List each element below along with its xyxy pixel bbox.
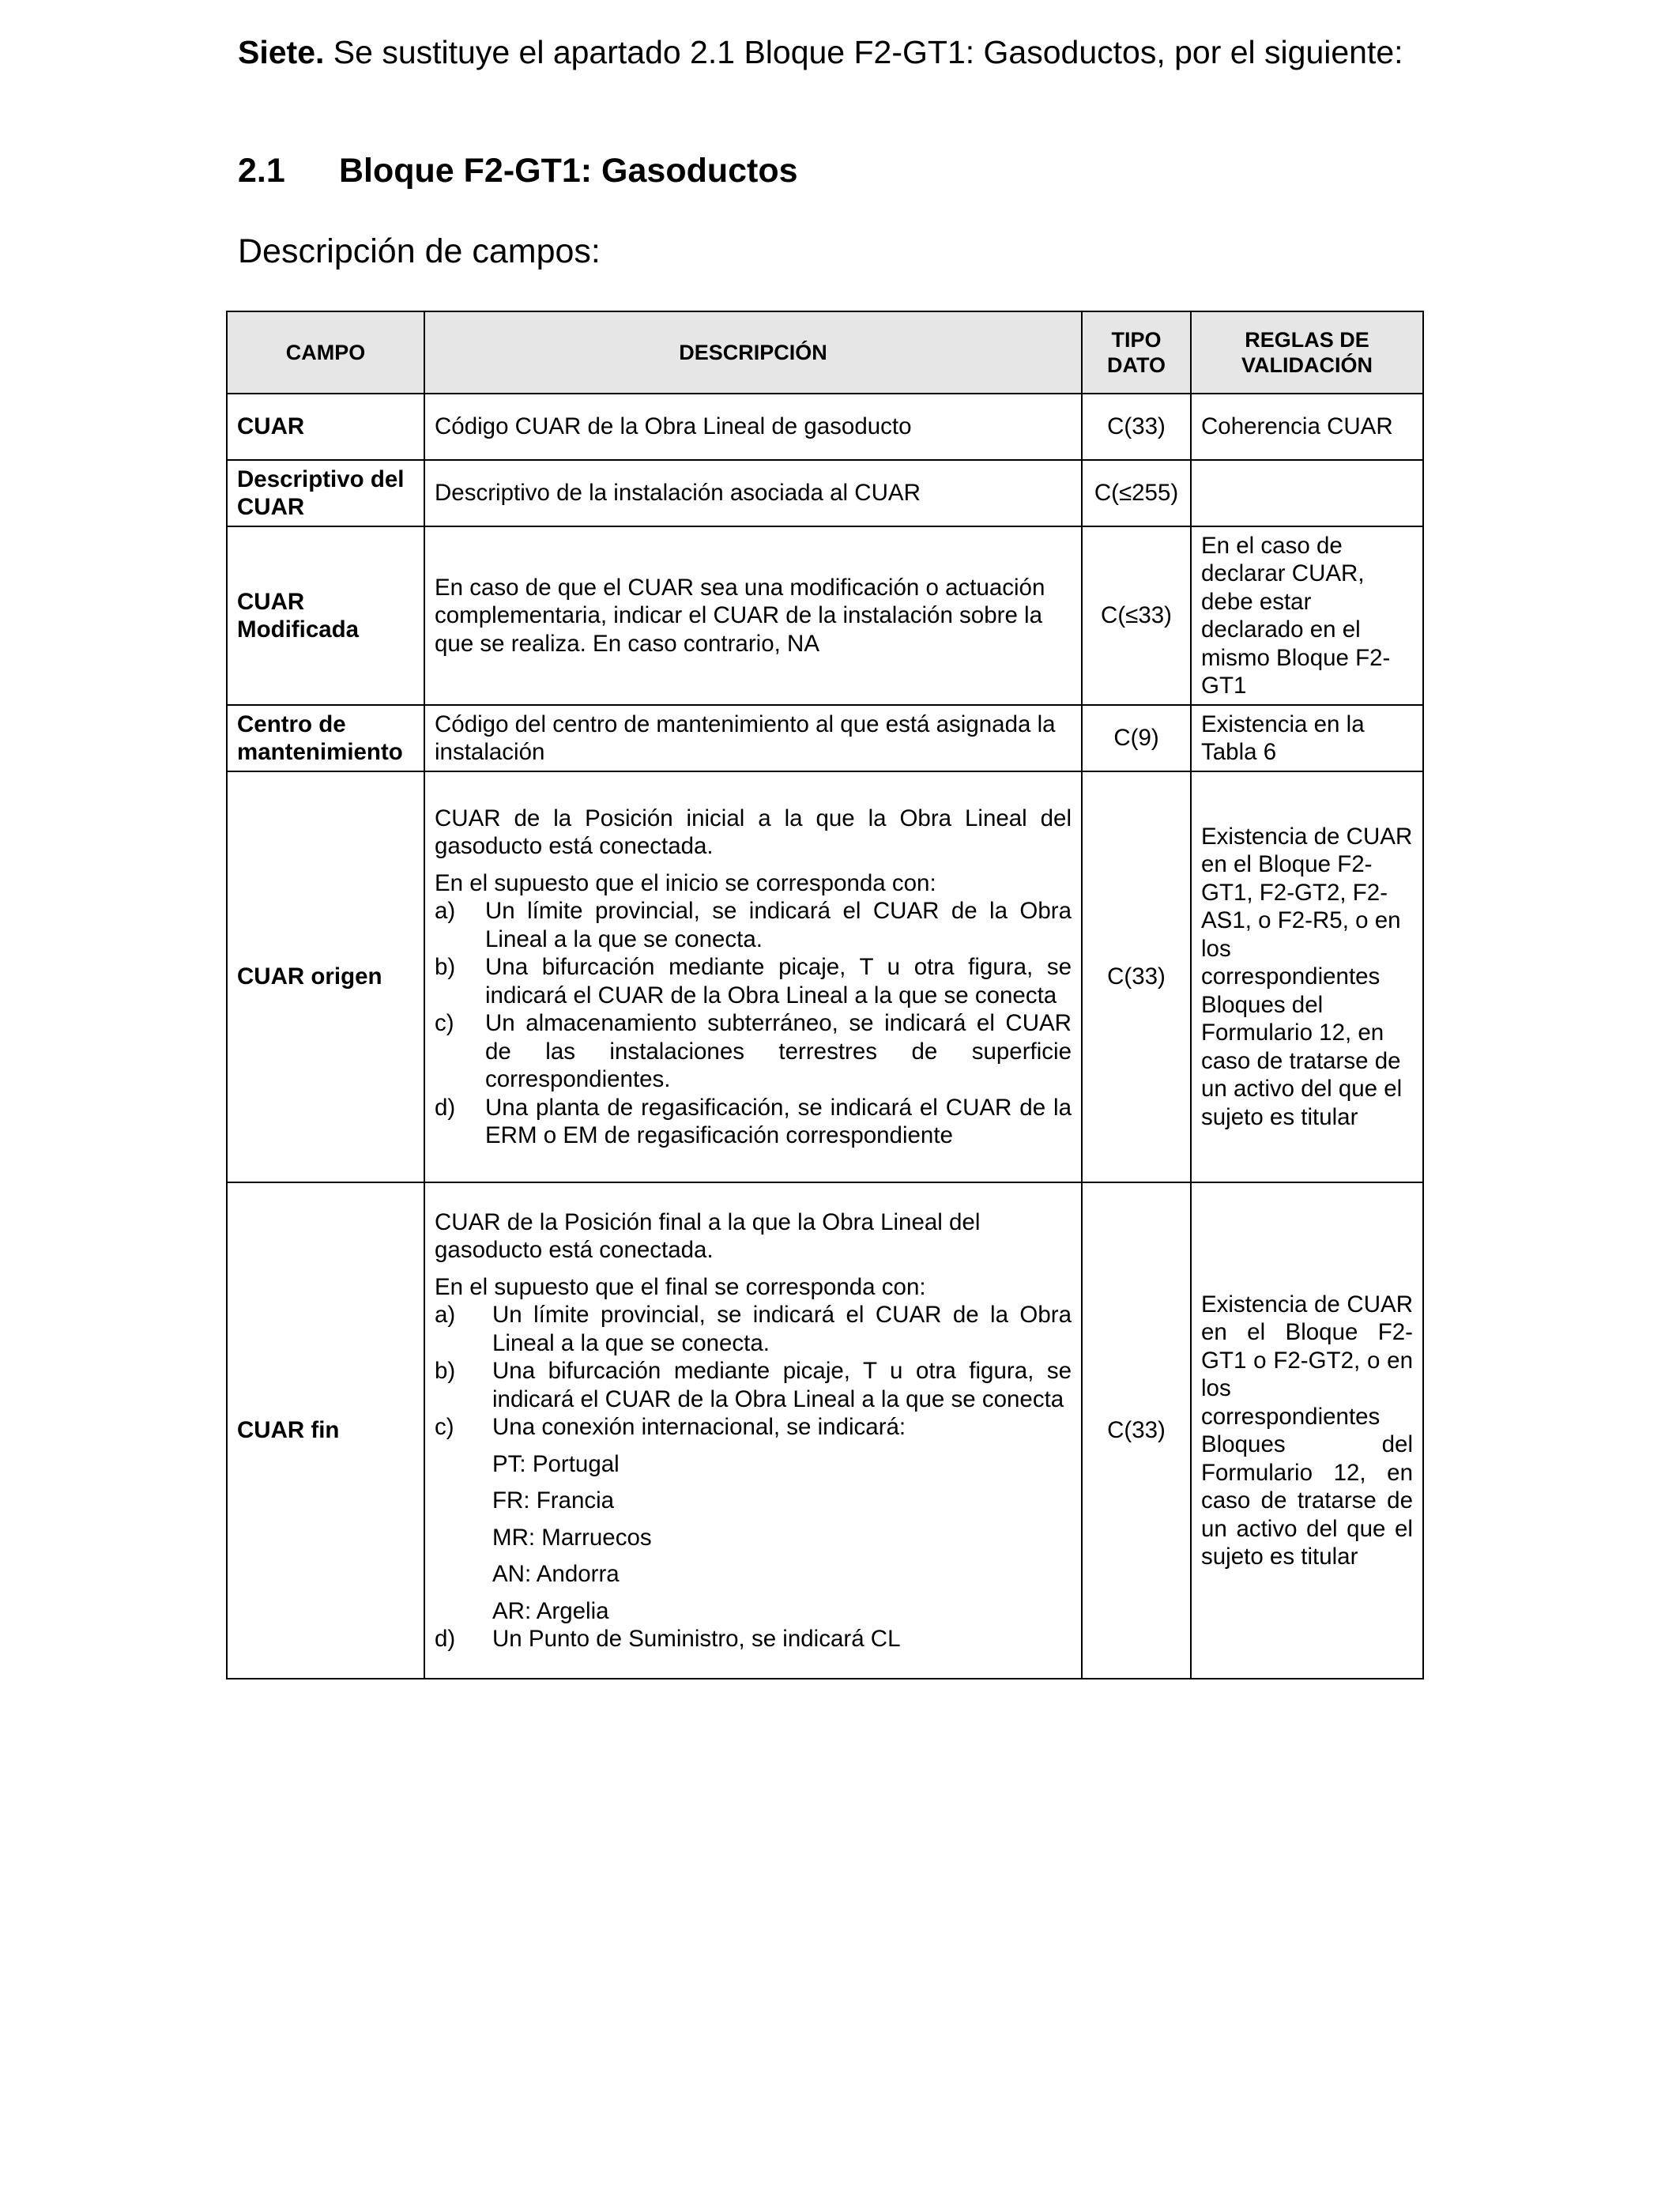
country-code: AR: Argelia <box>492 1597 609 1624</box>
table-row <box>227 705 1423 771</box>
tipo-cell: C(33) <box>1082 771 1191 1182</box>
country-code: MR: Marruecos <box>492 1524 652 1551</box>
list-item <box>435 1625 1072 1653</box>
table-header-row <box>227 311 1423 394</box>
header-tipo-dato <box>1082 311 1191 394</box>
country-code: PT: Portugal <box>492 1450 620 1477</box>
descripcion-cell: Código del centro de mantenimiento al que está asignada la instalación <box>424 705 1082 771</box>
intro-bold-lead: Siete. <box>238 34 325 70</box>
descripcion-cell <box>424 1182 1082 1679</box>
header-reglas <box>1191 311 1423 394</box>
tipo-cell: C(33) <box>1082 1182 1191 1679</box>
descripcion-lead: En el supuesto que el final se corresponda con: <box>435 1273 926 1300</box>
list-item-label: c) <box>435 1010 454 1036</box>
tipo-cell: C(33) <box>1082 394 1191 460</box>
section-number: 2.1 <box>238 152 285 190</box>
descripcion-intro: CUAR de la Posición final a la que la Obra Lineal del gasoducto está conectada. <box>435 1208 981 1263</box>
country-code: AN: Andorra <box>492 1561 620 1587</box>
header-descripcion: DESCRIPCIÓN <box>424 311 1082 394</box>
table-row <box>227 1182 1423 1679</box>
campo-cell: Centro de mantenimiento <box>227 705 424 771</box>
table-row <box>227 771 1423 1182</box>
list-item-label: c) <box>435 1414 454 1440</box>
country-code-list <box>435 1450 1072 1626</box>
section-title: Bloque F2-GT1: Gasoductos <box>339 152 798 190</box>
descripcion-cell: Descriptivo de la instalación asociada al CUAR <box>424 460 1082 526</box>
reglas-cell: Existencia de CUAR en el Bloque F2-GT1 o F2-GT2, o en los correspondientes Bloques del Formulario 12, en caso de tratarse de un activo del que el sujeto es titular <box>1191 1182 1423 1679</box>
list-item-label: d) <box>435 1094 456 1121</box>
table-row <box>227 526 1423 705</box>
header-reglas-line2: VALIDACIÓN <box>1241 353 1373 377</box>
reglas-cell <box>1191 460 1423 526</box>
tipo-cell: C(≤33) <box>1082 526 1191 705</box>
list-item <box>435 897 1072 953</box>
country-code: FR: Francia <box>492 1487 615 1514</box>
descripcion-intro: CUAR de la Posición inicial a la que la Obra Lineal del gasoducto está conectada. <box>435 805 1072 859</box>
descripcion-cell: En caso de que el CUAR sea una modificación o actuación complementaria, indicar el CUAR de la instalación sobre la que se realiza. En caso contrario, NA <box>424 526 1082 705</box>
table-row <box>227 394 1423 460</box>
descripcion-cell: Código CUAR de la Obra Lineal de gasoducto <box>424 394 1082 460</box>
list-item-text: Una bifurcación mediante picaje, T u otra figura, se indicará el CUAR de la Obra Lineal a la que se conecta <box>492 1358 1072 1412</box>
list-item-text: Un Punto de Suministro, se indicará CL <box>492 1626 901 1652</box>
list-item-text: Una bifurcación mediante picaje, T u otra figura, se indicará el CUAR de la Obra Lineal a la que se conecta <box>485 954 1072 1008</box>
list-item-label: a) <box>435 898 456 924</box>
reglas-cell: En el caso de declarar CUAR, debe estar declarado en el mismo Bloque F2-GT1 <box>1191 526 1423 705</box>
campo-cell: Descriptivo del CUAR <box>227 460 424 526</box>
list-item <box>435 1301 1072 1357</box>
list-item-text: Un límite provincial, se indicará el CUAR de la Obra Lineal a la que se conecta. <box>485 898 1072 952</box>
list-item-text: Una planta de regasificación, se indicará el CUAR de la ERM o EM de regasificación correspondiente <box>485 1094 1072 1148</box>
header-tipo-line1: TIPO <box>1111 328 1162 352</box>
list-item <box>435 1009 1072 1094</box>
campo-cell: CUAR fin <box>227 1182 424 1679</box>
header-reglas-line1: REGLAS DE <box>1245 328 1369 352</box>
reglas-cell: Existencia en la Tabla 6 <box>1191 705 1423 771</box>
header-tipo-line2: DATO <box>1107 353 1166 377</box>
list-item <box>435 1357 1072 1413</box>
list-item-label: b) <box>435 954 456 980</box>
subheading: Descripción de campos: <box>238 232 601 270</box>
campo-cell: CUAR Modificada <box>227 526 424 705</box>
intro-text: Se sustituye el apartado 2.1 Bloque F2-GT1: Gasoductos, por el siguiente: <box>324 34 1403 70</box>
table-row <box>227 460 1423 526</box>
campo-cell: CUAR origen <box>227 771 424 1182</box>
list-item <box>435 953 1072 1009</box>
list-item <box>435 1094 1072 1150</box>
list-item-label: d) <box>435 1626 456 1652</box>
list-item-text: Un límite provincial, se indicará el CUAR de la Obra Lineal a la que se conecta. <box>492 1302 1072 1356</box>
reglas-cell: Existencia de CUAR en el Bloque F2-GT1, F2-GT2, F2-AS1, o F2-R5, o en los correspondientes Bloques del Formulario 12, en caso de tratarse de un activo del que el sujeto es titular <box>1191 771 1423 1182</box>
tipo-cell: C(≤255) <box>1082 460 1191 526</box>
descripcion-lead: En el supuesto que el inicio se corresponda con: <box>435 869 936 896</box>
header-campo: CAMPO <box>227 311 424 394</box>
intro-paragraph <box>238 32 1452 73</box>
list-item-label: a) <box>435 1302 456 1328</box>
list-item-text: Una conexión internacional, se indicará: <box>492 1414 906 1440</box>
reglas-cell: Coherencia CUAR <box>1191 394 1423 460</box>
list-item <box>435 1413 1072 1442</box>
campo-cell: CUAR <box>227 394 424 460</box>
list-item-text: Un almacenamiento subterráneo, se indicará el CUAR de las instalaciones terrestres de superficie correspondientes. <box>485 1010 1072 1092</box>
list-item-label: b) <box>435 1358 456 1384</box>
section-heading <box>238 150 798 191</box>
fields-table <box>226 311 1424 1679</box>
descripcion-cell <box>424 771 1082 1182</box>
tipo-cell: C(9) <box>1082 705 1191 771</box>
